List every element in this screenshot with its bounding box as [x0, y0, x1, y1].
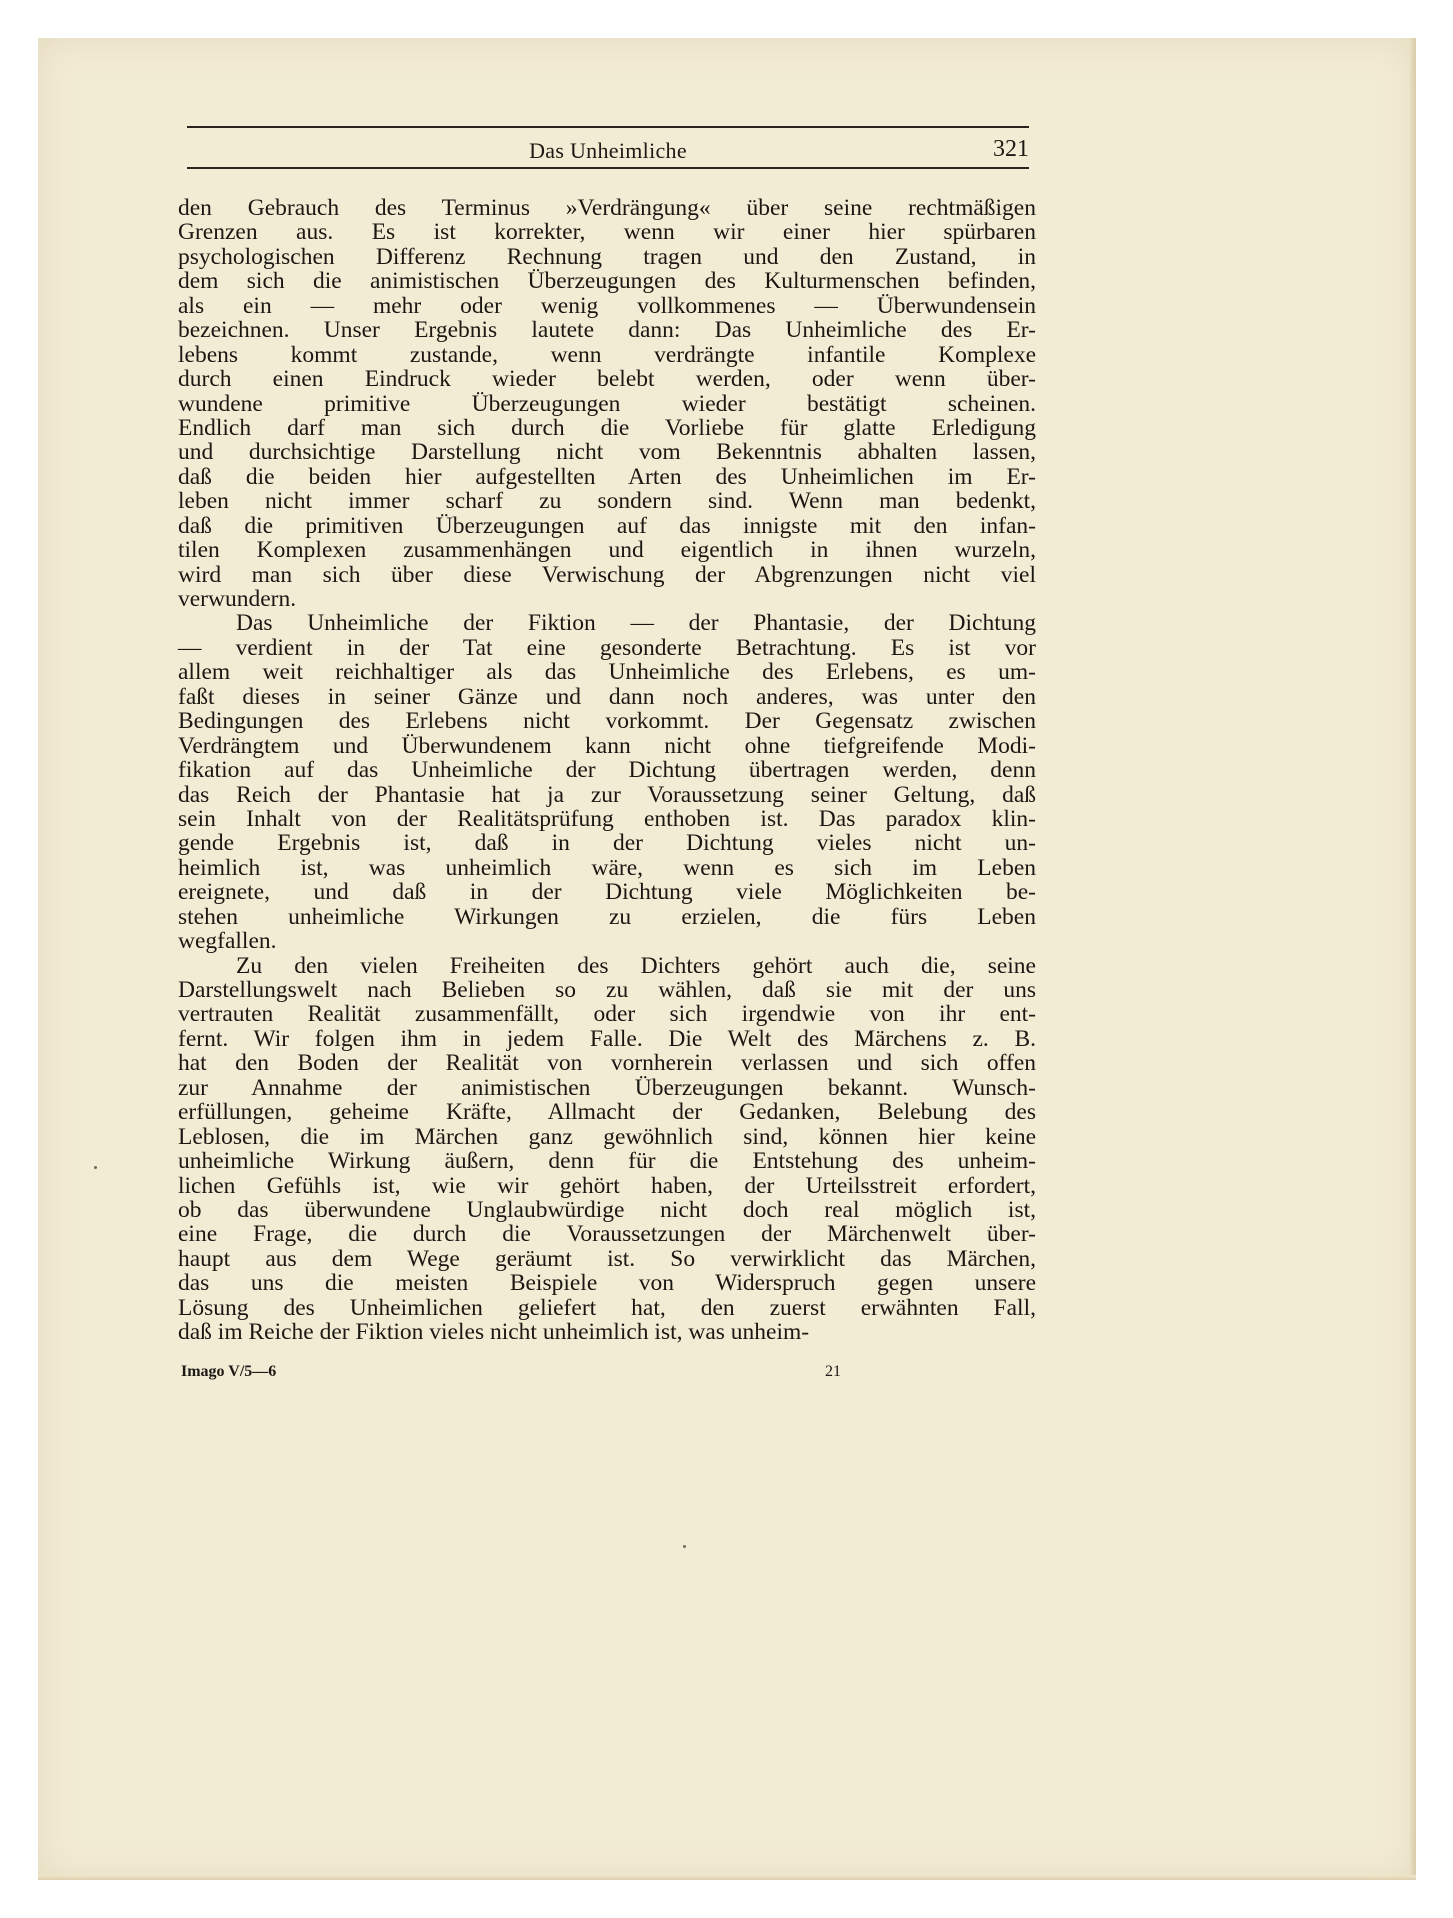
text-line: sein Inhalt von der Realitätsprüfung enthoben ist. Das paradox klin- — [178, 805, 1036, 832]
text-line: bezeichnen. Unser Ergebnis lautete dann: Das Unheimliche des Er- — [178, 317, 1036, 344]
text-line: das uns die meisten Beispiele von Widerspruch gegen unsere — [178, 1270, 1036, 1297]
text-line: als ein — mehr oder wenig vollkommenes — Überwundensein — [178, 292, 1036, 319]
text-line: daß die primitiven Überzeugungen auf das innigste mit den infan- — [178, 512, 1036, 539]
text-line: verwundern. — [178, 586, 297, 612]
footer-sheet-number: 21 — [825, 1363, 841, 1380]
text-line: unheimliche Wirkung äußern, denn für die Entstehung des unheim- — [178, 1148, 1036, 1175]
paragraph — [178, 954, 1036, 1345]
text-line: stehen unheimliche Wirkungen zu erzielen, die fürs Leben — [178, 903, 1036, 930]
body-text — [178, 196, 1036, 1345]
text-line: daß die beiden hier aufgestellten Arten des Unheimlichen im Er- — [178, 463, 1036, 490]
text-line: Leblosen, die im Märchen ganz gewöhnlich sind, können hier keine — [178, 1123, 1036, 1150]
text-line: fikation auf das Unheimliche der Dichtung übertragen werden, denn — [178, 757, 1036, 784]
text-line: und durchsichtige Darstellung nicht vom Bekenntnis abhalten lassen, — [178, 439, 1036, 466]
page-edge-right — [1410, 38, 1416, 1880]
text-line: Lösung des Unheimlichen geliefert hat, den zuerst erwähnten Fall, — [178, 1294, 1036, 1321]
text-line: Bedingungen des Erlebens nicht vorkommt. Der Gegensatz zwischen — [178, 708, 1036, 735]
paragraph — [178, 196, 1036, 611]
text-line: gende Ergebnis ist, daß in der Dichtung vieles nicht un- — [178, 830, 1036, 857]
page-number: 321 — [993, 136, 1029, 162]
text-line: Zu den vielen Freiheiten des Dichters gehört auch die, seine — [236, 952, 1036, 979]
text-line: erfüllungen, geheime Kräfte, Allmacht der Gedanken, Belebung des — [178, 1099, 1036, 1126]
text-line: tilen Komplexen zusammenhängen und eigentlich in ihnen wurzeln, — [178, 537, 1036, 564]
text-line: fernt. Wir folgen ihm in jedem Falle. Die Welt des Märchens z. B. — [178, 1025, 1036, 1052]
text-line: daß im Reiche der Fiktion vieles nicht unheimlich ist, was unheim- — [178, 1319, 810, 1346]
text-line: den Gebrauch des Terminus »Verdrängung« über seine rechtmäßigen — [178, 195, 1036, 221]
text-line: — verdient in der Tat eine gesonderte Betrachtung. Es ist vor — [178, 634, 1036, 661]
text-line: faßt dieses in seiner Gänze und dann noch anderes, was unter den — [178, 683, 1036, 710]
text-line: heimlich ist, was unheimlich wäre, wenn es sich im Leben — [178, 854, 1036, 881]
text-line: eine Frage, die durch die Voraussetzungen der Märchenwelt über- — [178, 1221, 1036, 1248]
text-line: allem weit reichhaltiger als das Unheimliche des Erlebens, es um- — [178, 659, 1036, 686]
page-edge-bottom — [38, 1875, 1416, 1880]
text-line: hat den Boden der Realität von vornherein verlassen und sich offen — [178, 1050, 1036, 1077]
scan-speck — [683, 1545, 686, 1548]
text-line: Grenzen aus. Es ist korrekter, wenn wir einer hier spürbaren — [178, 219, 1036, 246]
text-line: wird man sich über diese Verwischung der Abgrenzungen nicht viel — [178, 561, 1036, 588]
header-rule-top — [187, 126, 1029, 128]
running-head — [187, 136, 1029, 164]
text-line: psychologischen Differenz Rechnung tragen und den Zustand, in — [178, 243, 1036, 270]
text-line: Darstellungswelt nach Belieben so zu wählen, daß sie mit der uns — [178, 977, 1036, 1003]
text-line: wegfallen. — [178, 928, 277, 955]
text-line: ereignete, und daß in der Dichtung viele Möglichkeiten be- — [178, 879, 1036, 906]
text-line: leben nicht immer scharf zu sondern sind. Wenn man bedenkt, — [178, 488, 1036, 515]
footer-signature: Imago V/5—6 — [181, 1363, 277, 1380]
text-line: lebens kommt zustande, wenn verdrängte infantile Komplexe — [178, 341, 1036, 368]
paragraph — [178, 611, 1036, 953]
text-line: haupt aus dem Wege geräumt ist. So verwirklicht das Märchen, — [178, 1245, 1036, 1272]
text-line: durch einen Eindruck wieder belebt werden, oder wenn über- — [178, 366, 1036, 393]
text-line: das Reich der Phantasie hat ja zur Voraussetzung seiner Geltung, daß — [178, 781, 1036, 808]
running-title: Das Unheimliche — [529, 138, 687, 163]
scan-speck — [94, 1166, 97, 1169]
text-line: Endlich darf man sich durch die Vorliebe für glatte Erledigung — [178, 414, 1036, 441]
text-line: Das Unheimliche der Fiktion — der Phantasie, der Dichtung — [236, 610, 1036, 637]
text-line: wundene primitive Überzeugungen wieder bestätigt scheinen. — [178, 390, 1036, 417]
text-line: zur Annahme der animistischen Überzeugungen bekannt. Wunsch- — [178, 1074, 1036, 1101]
header-rule-bottom — [187, 167, 1029, 169]
text-line: lichen Gefühls ist, wie wir gehört haben, der Urteilsstreit erfordert, — [178, 1172, 1036, 1199]
text-line: vertrauten Realität zusammenfällt, oder sich irgendwie von ihr ent- — [178, 1001, 1036, 1028]
text-line: dem sich die animistischen Überzeugungen des Kulturmenschen befinden, — [178, 268, 1036, 295]
text-line: ob das überwundene Unglaubwürdige nicht doch real möglich ist, — [178, 1196, 1036, 1223]
text-line: Verdrängtem und Überwundenem kann nicht ohne tiefgreifende Modi- — [178, 732, 1036, 759]
